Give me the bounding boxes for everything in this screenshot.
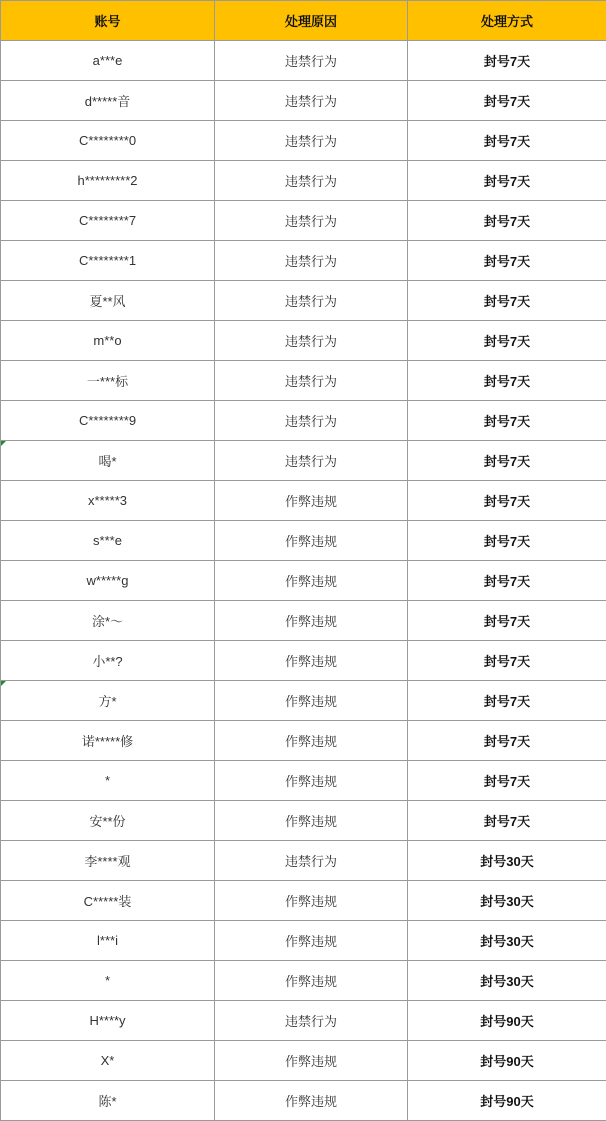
- action-cell: 封号7天: [408, 201, 606, 241]
- table-row: [1, 681, 606, 721]
- reason-cell: 违禁行为: [215, 841, 408, 881]
- account-cell: 一***标: [1, 361, 215, 401]
- table-row: [1, 41, 606, 81]
- action-cell: 封号7天: [408, 641, 606, 681]
- reason-cell: 作弊违规: [215, 481, 408, 521]
- table-body: [1, 41, 606, 1121]
- reason-cell: 作弊违规: [215, 601, 408, 641]
- action-cell: 封号90天: [408, 1081, 606, 1121]
- account-cell: w*****g: [1, 561, 215, 601]
- account-cell: *: [1, 761, 215, 801]
- account-cell: d*****音: [1, 81, 215, 121]
- reason-cell: 违禁行为: [215, 241, 408, 281]
- table-row: [1, 601, 606, 641]
- action-cell: 封号90天: [408, 1001, 606, 1041]
- action-cell: 封号7天: [408, 321, 606, 361]
- action-cell: 封号30天: [408, 961, 606, 1001]
- account-cell: 诺*****修: [1, 721, 215, 761]
- reason-cell: 作弊违规: [215, 721, 408, 761]
- table-row: [1, 801, 606, 841]
- account-cell: a***e: [1, 41, 215, 81]
- table-row: [1, 441, 606, 481]
- reason-cell: 作弊违规: [215, 561, 408, 601]
- action-cell: 封号7天: [408, 681, 606, 721]
- action-cell: 封号7天: [408, 801, 606, 841]
- table-row: [1, 641, 606, 681]
- account-cell: x*****3: [1, 481, 215, 521]
- account-cell: 涂*～: [1, 601, 215, 641]
- action-cell: 封号7天: [408, 521, 606, 561]
- header-row: [1, 1, 606, 41]
- action-cell: 封号7天: [408, 441, 606, 481]
- reason-cell: 违禁行为: [215, 361, 408, 401]
- account-cell: l***i: [1, 921, 215, 961]
- reason-cell: 作弊违规: [215, 1081, 408, 1121]
- table-header: [1, 1, 606, 41]
- cell-marker: [1, 441, 6, 446]
- action-cell: 封号7天: [408, 41, 606, 81]
- account-cell: h*********2: [1, 161, 215, 201]
- account-cell: X*: [1, 1041, 215, 1081]
- table-row: [1, 761, 606, 801]
- reason-cell: 违禁行为: [215, 1001, 408, 1041]
- reason-cell: 违禁行为: [215, 441, 408, 481]
- account-cell: s***e: [1, 521, 215, 561]
- table-row: [1, 1081, 606, 1121]
- table-row: [1, 161, 606, 201]
- action-cell: 封号7天: [408, 601, 606, 641]
- table-row: [1, 1041, 606, 1081]
- reason-cell: 违禁行为: [215, 81, 408, 121]
- reason-cell: 违禁行为: [215, 121, 408, 161]
- column-header-action: 处理方式: [408, 1, 606, 41]
- table-row: [1, 881, 606, 921]
- column-header-account: 账号: [1, 1, 215, 41]
- action-cell: 封号90天: [408, 1041, 606, 1081]
- table-row: [1, 121, 606, 161]
- reason-cell: 作弊违规: [215, 961, 408, 1001]
- reason-cell: 违禁行为: [215, 41, 408, 81]
- reason-cell: 违禁行为: [215, 401, 408, 441]
- reason-cell: 违禁行为: [215, 321, 408, 361]
- cell-marker: [1, 681, 6, 686]
- account-cell: C********0: [1, 121, 215, 161]
- action-cell: 封号7天: [408, 81, 606, 121]
- table-row: [1, 481, 606, 521]
- account-cell: 李****观: [1, 841, 215, 881]
- account-cell: *: [1, 961, 215, 1001]
- action-cell: 封号30天: [408, 921, 606, 961]
- table-row: [1, 1001, 606, 1041]
- account-cell: 方*: [1, 681, 215, 721]
- action-cell: 封号7天: [408, 481, 606, 521]
- account-cell: C********1: [1, 241, 215, 281]
- table-row: [1, 241, 606, 281]
- table-row: [1, 81, 606, 121]
- account-cell: C********9: [1, 401, 215, 441]
- action-cell: 封号30天: [408, 881, 606, 921]
- account-cell: C********7: [1, 201, 215, 241]
- account-cell: m**o: [1, 321, 215, 361]
- reason-cell: 作弊违规: [215, 1041, 408, 1081]
- action-cell: 封号7天: [408, 561, 606, 601]
- reason-cell: 违禁行为: [215, 281, 408, 321]
- reason-cell: 作弊违规: [215, 641, 408, 681]
- action-cell: 封号7天: [408, 121, 606, 161]
- account-cell: 小**?: [1, 641, 215, 681]
- reason-cell: 作弊违规: [215, 801, 408, 841]
- column-header-reason: 处理原因: [215, 1, 408, 41]
- account-cell: 安**份: [1, 801, 215, 841]
- action-cell: 封号7天: [408, 281, 606, 321]
- action-cell: 封号7天: [408, 761, 606, 801]
- reason-cell: 作弊违规: [215, 761, 408, 801]
- account-cell: H****y: [1, 1001, 215, 1041]
- table-row: [1, 921, 606, 961]
- action-cell: 封号30天: [408, 841, 606, 881]
- reason-cell: 违禁行为: [215, 161, 408, 201]
- table-row: [1, 401, 606, 441]
- account-cell: 喝*: [1, 441, 215, 481]
- action-cell: 封号7天: [408, 241, 606, 281]
- table-row: [1, 321, 606, 361]
- action-cell: 封号7天: [408, 721, 606, 761]
- action-cell: 封号7天: [408, 361, 606, 401]
- account-cell: 陈*: [1, 1081, 215, 1121]
- reason-cell: 作弊违规: [215, 921, 408, 961]
- table-row: [1, 841, 606, 881]
- table-row: [1, 361, 606, 401]
- reason-cell: 作弊违规: [215, 521, 408, 561]
- table-row: [1, 961, 606, 1001]
- table-row: [1, 521, 606, 561]
- action-cell: 封号7天: [408, 161, 606, 201]
- reason-cell: 作弊违规: [215, 681, 408, 721]
- table-row: [1, 561, 606, 601]
- table-row: [1, 721, 606, 761]
- reason-cell: 作弊违规: [215, 881, 408, 921]
- action-cell: 封号7天: [408, 401, 606, 441]
- account-cell: C*****装: [1, 881, 215, 921]
- table-row: [1, 281, 606, 321]
- table-row: [1, 201, 606, 241]
- account-cell: 夏**风: [1, 281, 215, 321]
- reason-cell: 违禁行为: [215, 201, 408, 241]
